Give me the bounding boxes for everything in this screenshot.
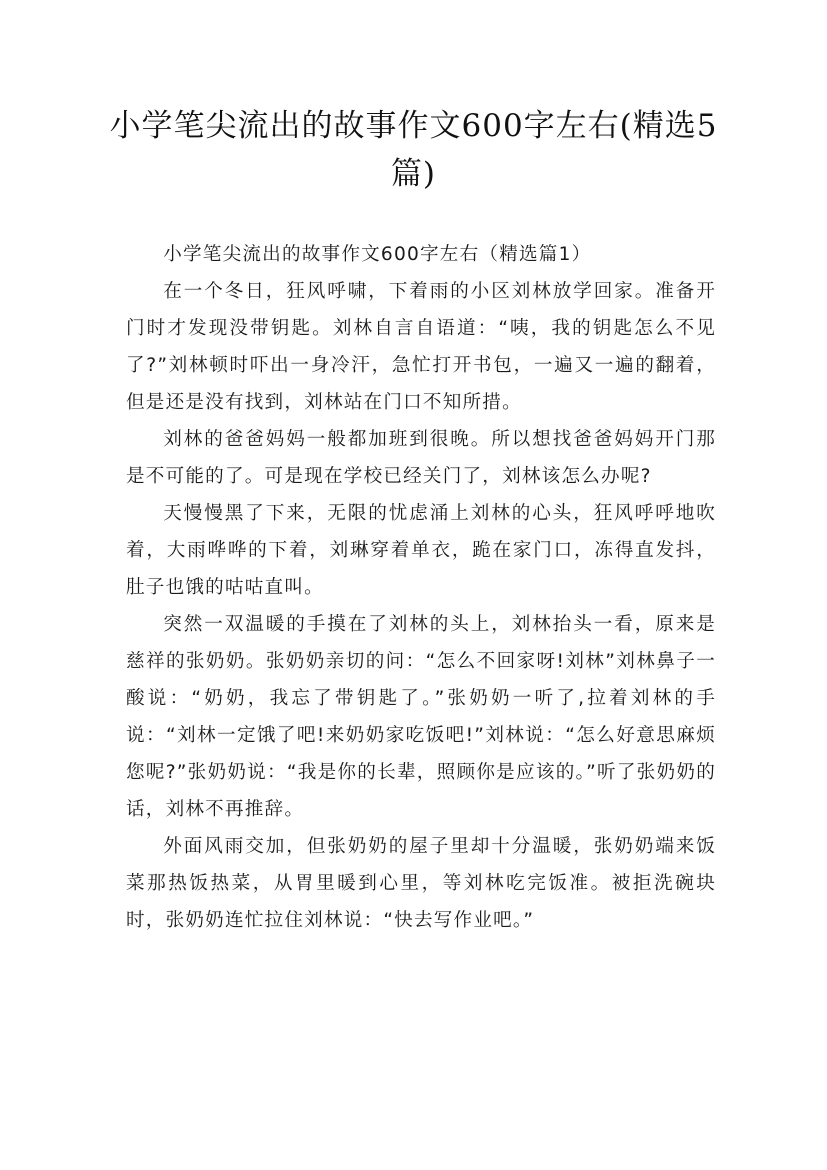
paragraph: 刘林的爸爸妈妈一般都加班到很晚。所以想找爸爸妈妈开门那是不可能的了。可是现在学校已经关门了，刘林该怎么办呢? <box>126 429 716 487</box>
document-body <box>126 236 716 939</box>
paragraph: 天慢慢黑了下来，无限的忧虑涌上刘林的心头，狂风呼呼地吹着，大雨哗哗的下着，刘琳穿着单衣，跪在家门口，冻得直发抖，肚子也饿的咕咕直叫。 <box>126 503 716 598</box>
paragraph: 突然一双温暖的手摸在了刘林的头上，刘林抬头一看，原来是慈祥的张奶奶。张奶奶亲切的问：“怎么不回家呀!刘林”刘林鼻子一酸说：“奶奶，我忘了带钥匙了。”张奶奶一听了,拉着刘林的手说：“刘林一定饿了吧!来奶奶家吃饭吧!”刘林说：“怎么好意思麻烦您呢?”张奶奶说：“我是你的长辈，照顾你是应该的。”听了张奶奶的话，刘林不再推辞。 <box>126 614 716 820</box>
paragraph: 外面风雨交加，但张奶奶的屋子里却十分温暖，张奶奶端来饭菜那热饭热菜，从胃里暖到心里，等刘林吃完饭准。被拒洗碗块时，张奶奶连忙拉住刘林说：“快去写作业吧。” <box>126 836 716 931</box>
section-heading: 小学笔尖流出的故事作文600字左右（精选篇1） <box>163 244 592 265</box>
paragraph: 在一个冬日，狂风呼啸，下着雨的小区刘林放学回家。准备开门时才发现没带钥匙。刘林自言自语道：“咦，我的钥匙怎么不见了?”刘林顿时吓出一身冷汗，急忙打开书包，一遍又一遍的翻着，但是还是没有找到，刘林站在门口不知所措。 <box>126 281 716 413</box>
document-title: 小学笔尖流出的故事作文600字左右(精选5篇) <box>109 108 718 192</box>
